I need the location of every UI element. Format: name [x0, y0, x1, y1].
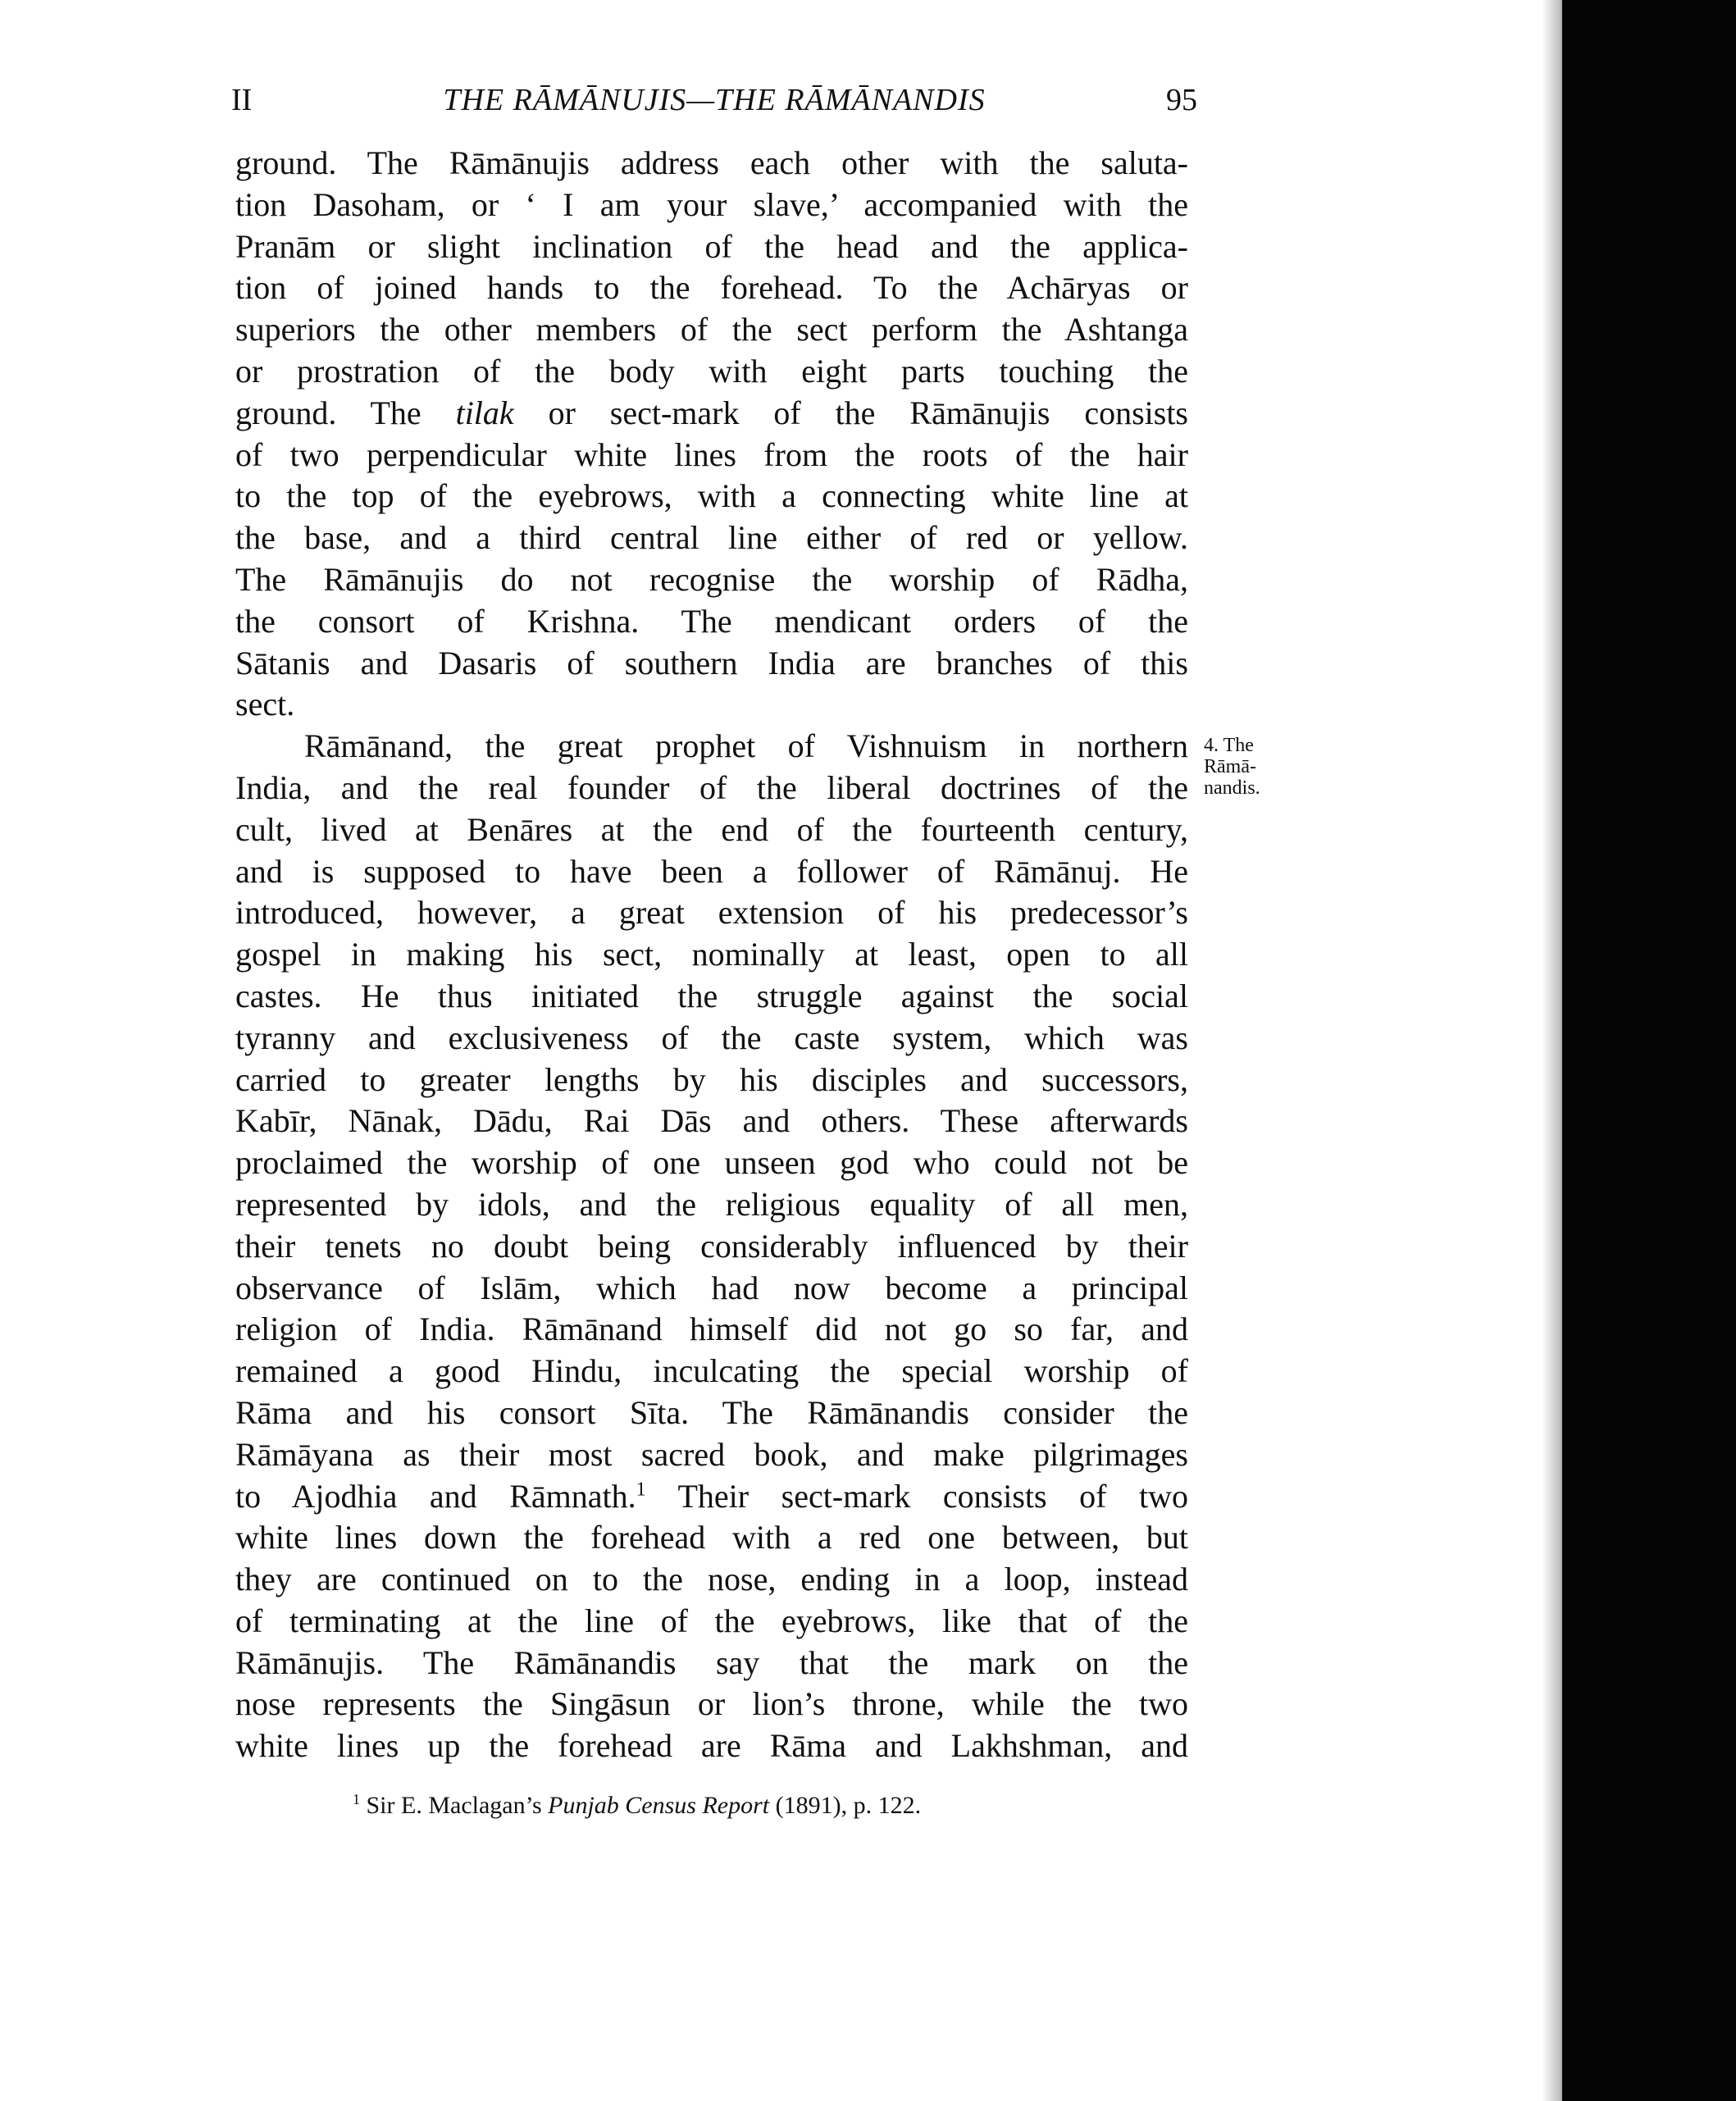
- text-line: Rāmāyana as their most sacred book, and make pilgrimages: [235, 1435, 1188, 1473]
- text-run: Their sect-mark consists of two: [645, 1477, 1189, 1515]
- text-line: tion Dasoham, or ‘ I am your slave,’ accompanied with the: [235, 185, 1188, 223]
- text-line: tyranny and exclusiveness of the caste system, which was: [235, 1019, 1188, 1056]
- text-run: or sect-mark of the Rāmānujis consists: [513, 394, 1188, 431]
- paragraph-2: [235, 726, 1188, 1767]
- text-line: [235, 1476, 1188, 1518]
- running-head: [231, 79, 1197, 121]
- body-text: [235, 143, 1188, 1767]
- footnote-text: (1891), p. 122.: [769, 1792, 922, 1819]
- text-line: and is supposed to have been a follower of Rāmānuj. He: [235, 852, 1188, 890]
- text-line: white lines down the forehead with a red one between, but: [235, 1519, 1188, 1556]
- chapter-number: II: [231, 83, 253, 117]
- scan-edge: [1562, 0, 1736, 2101]
- text-line: of terminating at the line of the eyebrows, like that of the: [235, 1602, 1188, 1639]
- text-line: proclaimed the worship of one unseen god who could not be: [235, 1144, 1188, 1182]
- text-line: to the top of the eyebrows, with a connecting white line at: [235, 477, 1188, 515]
- margin-note-line: nandis.: [1204, 777, 1260, 799]
- footnote-citation-title: Punjab Census Report: [548, 1792, 770, 1819]
- text-line: Pranām or slight inclination of the head and the applica-: [235, 227, 1188, 265]
- text-run: to Ajodhia and Rāmnath.: [235, 1477, 636, 1515]
- text-line: religion of India. Rāmānand himself did not go so far, and: [235, 1310, 1188, 1348]
- text-line: cult, lived at Benāres at the end of the fourteenth century,: [235, 810, 1188, 848]
- text-run: ground. The: [235, 394, 456, 431]
- footnote-text: Sir E. Maclagan’s: [360, 1792, 549, 1819]
- text-line: Rāmānujis. The Rāmānandis say that the mark on the: [235, 1643, 1188, 1681]
- text-line: castes. He thus initiated the struggle against the social: [235, 977, 1188, 1014]
- text-line: India, and the real founder of the liberal doctrines of the: [235, 768, 1188, 806]
- text-line: sect.: [235, 686, 295, 723]
- margin-note-line: Rāmā-: [1204, 756, 1256, 777]
- running-title: THE RĀMĀNUJIS—THE RĀMĀNANDIS: [443, 83, 986, 117]
- margin-note-line: 4. The: [1204, 735, 1254, 756]
- text-line: or prostration of the body with eight parts touching the: [235, 352, 1188, 390]
- text-line: the consort of Krishna. The mendicant orders of the: [235, 602, 1188, 640]
- margin-note: [1204, 735, 1294, 799]
- text-line: Kabīr, Nānak, Dādu, Rai Dās and others. These afterwards: [235, 1102, 1188, 1140]
- footnote-marker[interactable]: 1: [636, 1479, 646, 1501]
- italic-term: tilak: [455, 394, 514, 431]
- text-line: their tenets no doubt being considerably influenced by their: [235, 1227, 1188, 1265]
- text-line: white lines up the forehead are Rāma and Lakhshman, and: [235, 1727, 1188, 1765]
- text-line: [235, 393, 1188, 435]
- footnote: [353, 1789, 1189, 1822]
- page-number: 95: [1166, 83, 1197, 117]
- text-line: Sātanis and Dasaris of southern India are branches of this: [235, 644, 1188, 681]
- text-line: tion of joined hands to the forehead. To the Achāryas or: [235, 269, 1188, 307]
- paragraph-1: [235, 143, 1188, 726]
- text-line: introduced, however, a great extension of his predecessor’s: [235, 894, 1188, 932]
- text-line: ground. The Rāmānujis address each other with the saluta-: [235, 144, 1188, 181]
- text-line: carried to greater lengths by his disciples and successors,: [235, 1060, 1188, 1098]
- text-line: represented by idols, and the religious equality of all men,: [235, 1185, 1188, 1223]
- text-line: nose represents the Singāsun or lion’s throne, while the two: [235, 1685, 1188, 1723]
- text-line: remained a good Hindu, inculcating the special worship of: [235, 1352, 1188, 1390]
- text-line: Rāma and his consort Sīta. The Rāmānandis consider the: [235, 1393, 1188, 1431]
- text-line: observance of Islām, which had now become a principal: [235, 1269, 1188, 1306]
- text-line: Rāmānand, the great prophet of Vishnuism in northern: [304, 727, 1188, 765]
- text-line: they are continued on to the nose, ending in a loop, instead: [235, 1561, 1188, 1598]
- text-line: gospel in making his sect, nominally at least, open to all: [235, 936, 1188, 973]
- text-line: the base, and a third central line either of red or yellow.: [235, 519, 1188, 557]
- text-line: of two perpendicular white lines from the roots of the hair: [235, 435, 1188, 473]
- footnote-number: 1: [353, 1791, 360, 1807]
- text-line: superiors the other members of the sect perform the Ashtanga: [235, 311, 1188, 349]
- text-line: The Rāmānujis do not recognise the worship of Rādha,: [235, 560, 1188, 598]
